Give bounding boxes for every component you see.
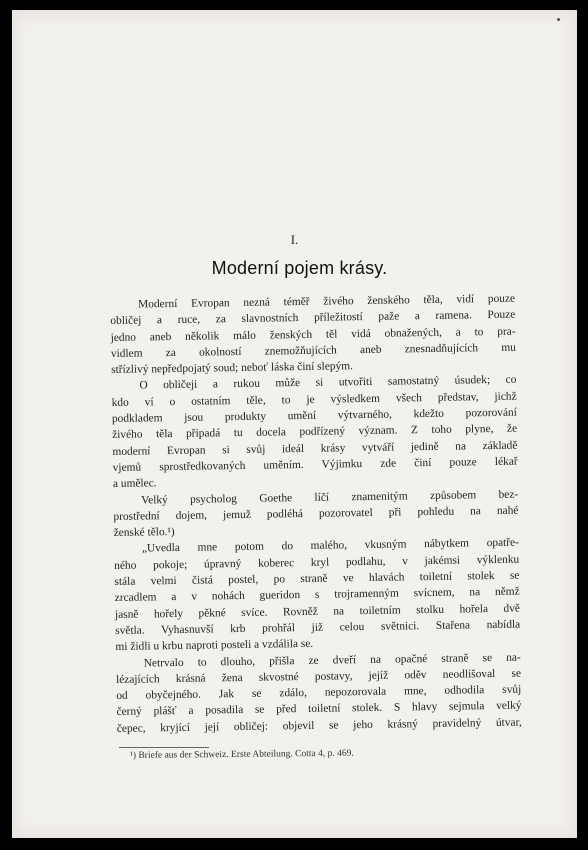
speck (557, 18, 560, 21)
text-line: O obličeji a rukou může si utvořiti samostatný úsudek; co (139, 374, 517, 393)
text-line: obličej a ruce, za slavnostních příležitostí paže a ramena. Pouze (110, 308, 516, 328)
body-text (110, 291, 522, 737)
text-line: Netrvalo to dlouho, přišla ze dveří na opačné straně se na- (143, 651, 521, 670)
text-line: živého těla připadá tu docela podřízený význam. Z toho plyne, že (112, 422, 518, 442)
text-line: černý plášť a posadila se před toiletní stolek. S hlavy sejmula velký (116, 700, 522, 719)
text-line: ného pokoje; úpravný koberec kryl podlahu, v jakémsi výklenku (114, 553, 520, 572)
text-line: kdo ví o ostatním těle, to je výsledkem všech představ, jichž (111, 390, 517, 409)
chapter-number: I. (290, 232, 299, 247)
text-line: vjemů sprostředkovaných uměním. Výjimku zde činí pouze lékař (112, 455, 518, 474)
text-line: mi židli u krbu naproti posteli a vzdálila se. (115, 638, 314, 654)
text-line: lézajících krásná žena skvostné postavy, jejíž oděv neodlišoval se (115, 667, 522, 686)
text-line: vidlem za okolností znemožňujících aneb znesnadňujících mu (110, 341, 516, 360)
text-line: prostřední dojem, jemuž podléhá pozorovatel při pohledu na nahé (113, 504, 519, 523)
text-line: Velký psycholog Goethe líčí znamenitým způsobem bez- (141, 488, 519, 507)
text-line: podkladem jsou produkty umění výtvarného, kdežto pozorování (111, 406, 517, 426)
chapter-title: Moderní pojem krásy. (211, 258, 388, 278)
text-line: stála velmi čistá postel, po straně ve hlavách toiletní stolek se (114, 569, 520, 589)
text-line: čepec, kryjící její obličej: objevil se jeho krásný pravidelný útvar, (116, 716, 522, 735)
text-line: moderní Evropan si svůj ideál krásy vytváří jedině na základě (112, 439, 518, 458)
text-line: Moderní Evropan nezná téměř živého ženského těla, vidí pouze (138, 292, 516, 311)
text-line: jasně hořely pěkné svíce. Rovněž na toiletním stolku hořela dvě (114, 602, 521, 621)
text-line: od obyčejného. Jak se zdálo, nepozorovala mne, odhodila svůj (116, 683, 522, 703)
footnote-rule (119, 747, 209, 748)
text-line: ženské tělo.¹) (113, 526, 175, 540)
text-line: zrcadlem a v nohách gueridon s trojramenným svícnem, na němž (114, 585, 520, 605)
text-line: „Uvedla mne potom do malého, vkusným nábytkem opatře- (141, 537, 520, 555)
text-line: střízlivý nepředpojatý soud; neboť láska činí slepým. (111, 360, 354, 377)
text-line: a umělec. (112, 477, 157, 491)
footnote: ¹) Briefe aus der Schweiz. Erste Abteilung. Cotta 4, p. 469. (130, 748, 354, 761)
book-page (12, 10, 577, 838)
text-line: jedno aneb několik málo ženských těl vidá obnažených, a to pra- (110, 325, 516, 344)
text-line: světla. Vyhasnuvší krb prohřál již celou světnici. Stařena nabídla (115, 618, 521, 637)
